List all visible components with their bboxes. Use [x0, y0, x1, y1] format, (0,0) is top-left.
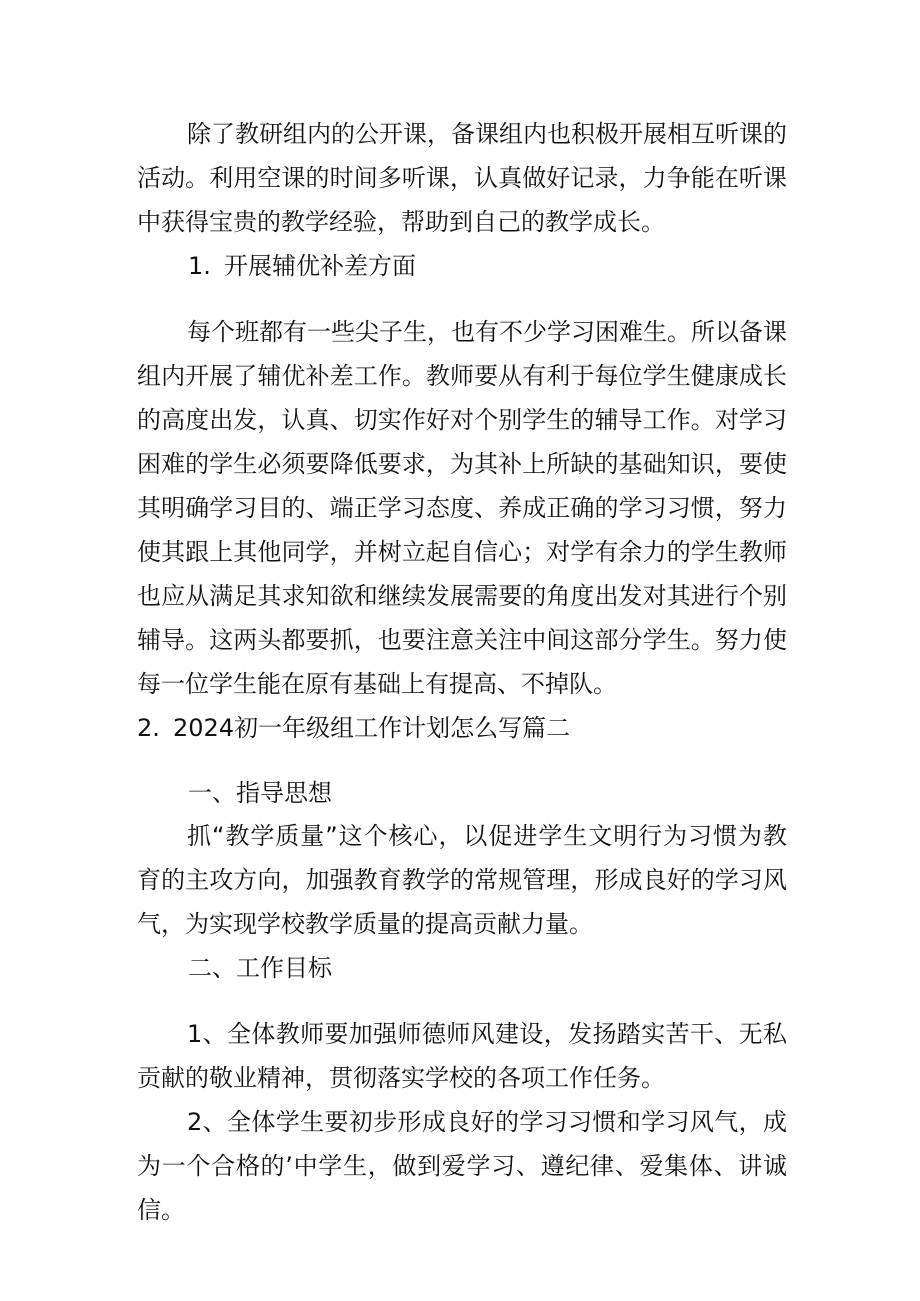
heading-part-two-text: 2024初一年级组工作计划怎么写篇二 — [173, 714, 571, 742]
paragraph-peer-observation: 除了教研组内的公开课，备课组内也积极开展相互听课的活动。利用空课的时间多听课，认真做好记录，力争能在听课中获得宝贵的教学经验，帮助到自己的教学成长。 — [137, 120, 787, 236]
section-title-guiding-ideology: 一、指导思想 — [188, 779, 332, 807]
paragraph-goal-students: 2、全体学生要初步形成良好的学习习惯和学习风气，成为一个合格的’中学生，做到爱学习、遵纪律、爱集体、讲诚信。 — [137, 1108, 787, 1224]
paragraph-guiding-ideology: 抓“教学质量”这个核心，以促进学生文明行为习惯为教育的主攻方向，加强教育教学的常规管理，形成良好的学习风气，为实现学校教学质量的提高贡献力量。 — [137, 822, 787, 938]
heading-tutoring-number: 1. — [188, 252, 211, 280]
section-title-work-goals: 二、工作目标 — [188, 954, 332, 982]
paragraph-tutoring: 每个班都有一些尖子生，也有不少学习困难生。所以备课组内开展了辅优补差工作。教师要从有利于每位学生健康成长的高度出发，认真、切实作好对个别学生的辅导工作。对学习困难的学生必须要降低要求，为其补上所缺的基础知识，要使其明确学习目的、端正学习态度、养成正确的学习习惯，努力使其跟上其他同学，并树立起自信心；对学有余力的学生教师也应从满足其求知欲和继续发展需要的角度出发对其进行个别辅导。这两头都要抓，也要注意关注中间这部分学生。努力使每一位学生能在原有基础上有提高、不掉队。 — [137, 318, 787, 698]
heading-part-two — [137, 706, 570, 750]
paragraph-goal-teachers: 1、全体教师要加强师德师风建设，发扬踏实苦干、无私贡献的敬业精神，贯彻落实学校的各项工作任务。 — [137, 1020, 787, 1092]
heading-tutoring — [188, 244, 416, 288]
heading-part-two-number: 2. — [137, 714, 160, 742]
heading-tutoring-text: 开展辅优补差方面 — [224, 252, 416, 280]
